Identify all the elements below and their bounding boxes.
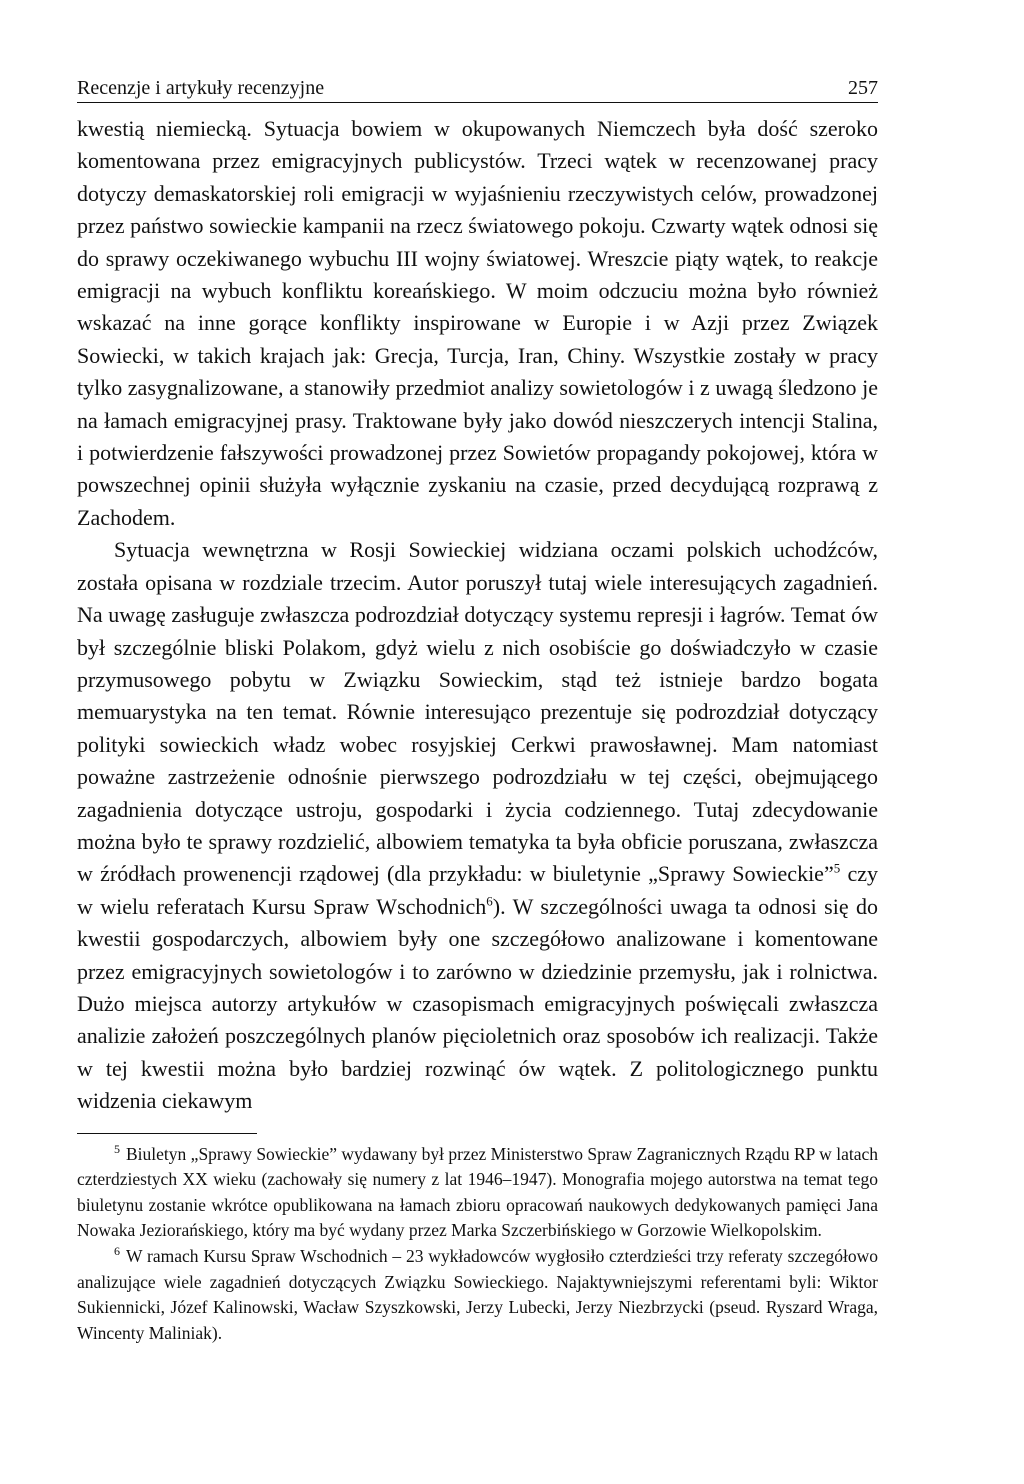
footnote-6 [77,1244,878,1346]
footnote-5-mark: 5 [114,1141,120,1156]
footnote-ref-5[interactable]: 5 [833,861,841,877]
paragraph-2 [77,534,878,1117]
footnote-6-text: W ramach Kursu Spraw Wschodnich – 23 wykładowców wygłosiło czterdzieści trzy referaty szczegółowo analizujące wiele zagadnień dotyczących Związku Sowieckiego. Najaktywniejszymi referentami byli: Wiktor Sukiennicki, Józef Kalinowski, Wacław Szyszkowski, Jerzy Lubecki, Jerzy Niezbrzycki (pseud. Ryszard Wraga, Wincenty Maliniak). [77,1245,878,1343]
footnotes [77,1142,878,1347]
page-number: 257 [848,77,878,99]
footnote-6-mark: 6 [114,1244,120,1259]
running-title: Recenzje i artykuły recenzyjne [77,77,325,99]
footnote-separator [77,1133,257,1134]
paragraph-2-part-c: ). W szczególności uwaga ta odnosi się do kwestii gospodarczych, albowiem były one szczegółowo analizowane i komentowane przez emigracyjnych sowietologów i to zarówno w dziedzinie przemysłu, jak i rolnictwa. Dużo miejsca autorzy artykułów w czasopismach emigracyjnych poświęcali zwłaszcza analizie założeń poszczególnych planów pięcioletnich oraz sposobów ich realizacji. Także w tej kwestii można było bardziej rozwinąć ów wątek. Z politologicznego punktu widzenia ciekawym [77,893,878,1114]
footnote-5-text: Biuletyn „Sprawy Sowieckie” wydawany był przez Ministerstwo Spraw Zagranicznych Rządu RP w latach czterdziestych XX wieku (zachowały się numery z lat 1946–1947). Monografia mojego autorstwa na temat tego biuletynu zostanie wkrótce opublikowana na łamach zbioru opracowań naukowych dedykowanych pamięci Jana Nowaka Jeziorańskiego, który ma być wydany przez Marka Szczerbińskiego w Gorzowie Wielkopolskim. [77,1143,878,1241]
paragraph-1: kwestią niemiecką. Sytuacja bowiem w okupowanych Niemczech była dość szeroko komentowana przez emigracyjnych publicystów. Trzeci wątek w recenzowanej pracy dotyczy demaskatorskiej roli emigracji w wyjaśnieniu rzeczywistych celów, prowadzonej przez państwo sowieckie kampanii na rzecz światowego pokoju. Czwarty wątek odnosi się do sprawy oczekiwanego wybuchu III wojny światowej. Wreszcie piąty wątek, to reakcje emigracji na wybuch konfliktu koreańskiego. W moim odczuciu można było również wskazać na inne gorące konflikty inspirowane w Europie i w Azji przez Związek Sowiecki, w takich krajach jak: Grecja, Turcja, Iran, Chiny. Wszystkie zostały w pracy tylko zasygnalizowane, a stanowiły przedmiot analizy sowietologów i z uwagą śledzono je na łamach emigracyjnej prasy. Traktowane były jako dowód nieszczerych intencji Stalina, i potwierdzenie fałszywości prowadzonej przez Sowietów propagandy pokojowej, która w powszechnej opinii służyła wyłącznie zyskaniu na czasie, przed decydującą rozprawą z Zachodem. [77,116,878,530]
footnote-5 [77,1142,878,1244]
paragraph-2-part-b: czy w wielu referatach Kursu Spraw Wschodnich [77,861,878,919]
running-header [77,76,878,103]
main-text [77,113,878,1118]
paragraph-2-part-a: Sytuacja wewnętrzna w Rosji Sowieckiej widziana oczami polskich uchodźców, została opisana w rozdziale trzecim. Autor poruszył tutaj wiele interesujących zagadnień. Na uwagę zasługuje zwłaszcza podrozdział dotyczący systemu represji i łagrów. Temat ów był szczególnie bliski Polakom, gdyż wielu z nich osobiście go doświadczyło w czasie przymusowego pobytu w Związku Sowieckim, stąd też istnieje bardzo bogata memuarystyka na ten temat. Równie interesująco prezentuje się podrozdział dotyczący polityki sowieckich władz wobec rosyjskiej Cerkwi prawosławnej. Mam natomiast poważne zastrzeżenie odnośnie pierwszego podrozdziału w tej części, obejmującego zagadnienia dotyczące ustroju, gospodarki i życia codziennego. Tutaj zdecydowanie można było te sprawy rozdzielić, albowiem tematyka ta była obficie poruszana, zwłaszcza w źródłach prowenencji rządowej (dla przykładu: w biuletynie „Sprawy Sowieckie” [77,537,878,887]
book-page [77,76,878,1346]
footnote-ref-6[interactable]: 6 [486,893,493,909]
